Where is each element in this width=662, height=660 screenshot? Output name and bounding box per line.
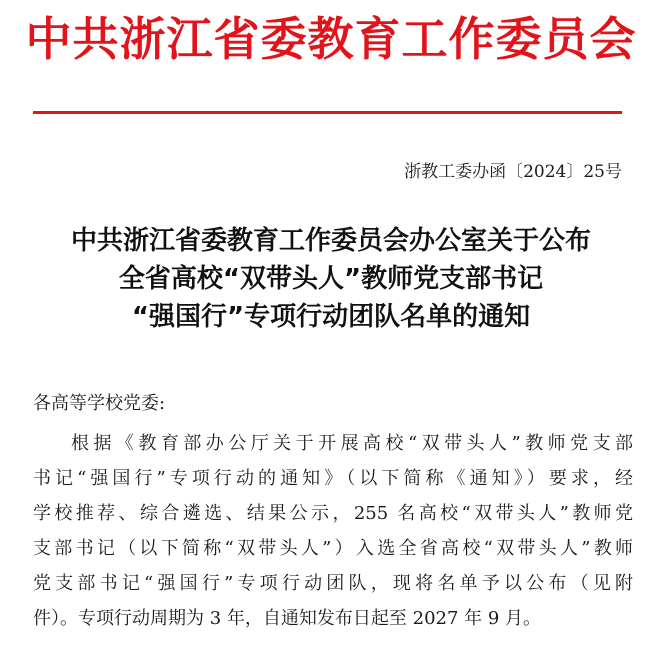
title-line: 中共浙江省委教育工作委员会办公室关于公布 bbox=[70, 226, 591, 256]
body-paragraph bbox=[33, 426, 633, 636]
salutation: 各高等学校党委: bbox=[33, 393, 166, 414]
body-line: 根据《教育部办公厅关于开展高校“双带头人”教师党支部 bbox=[71, 433, 633, 454]
body-line: 支部书记（以下简称“双带头人”）入选全省高校“双带头人”教师 bbox=[33, 538, 633, 559]
title-line: “强国行”专项行动团队名单的通知 bbox=[131, 302, 531, 332]
issuing-authority-header: 中共浙江省委教育工作委员会 bbox=[25, 12, 637, 66]
body-line: 学校推荐、综合遴选、结果公示，255 名高校“双带头人”教师党 bbox=[33, 503, 633, 524]
body-line: 书记“强国行”专项行动的通知》（以下简称《通知》）要求，经 bbox=[33, 468, 633, 489]
notice-title bbox=[20, 222, 642, 336]
body-line: 党支部书记“强国行”专项行动团队，现将名单予以公布（见附 bbox=[33, 573, 633, 594]
title-line: 全省高校“双带头人”教师党支部书记 bbox=[118, 264, 544, 294]
red-divider-line bbox=[33, 111, 622, 114]
body-line: 件）。专项行动周期为 3 年，自通知发布日起至 2027 年 9 月。 bbox=[33, 608, 542, 629]
document-number: 浙教工委办函〔2024〕25号 bbox=[404, 162, 622, 182]
